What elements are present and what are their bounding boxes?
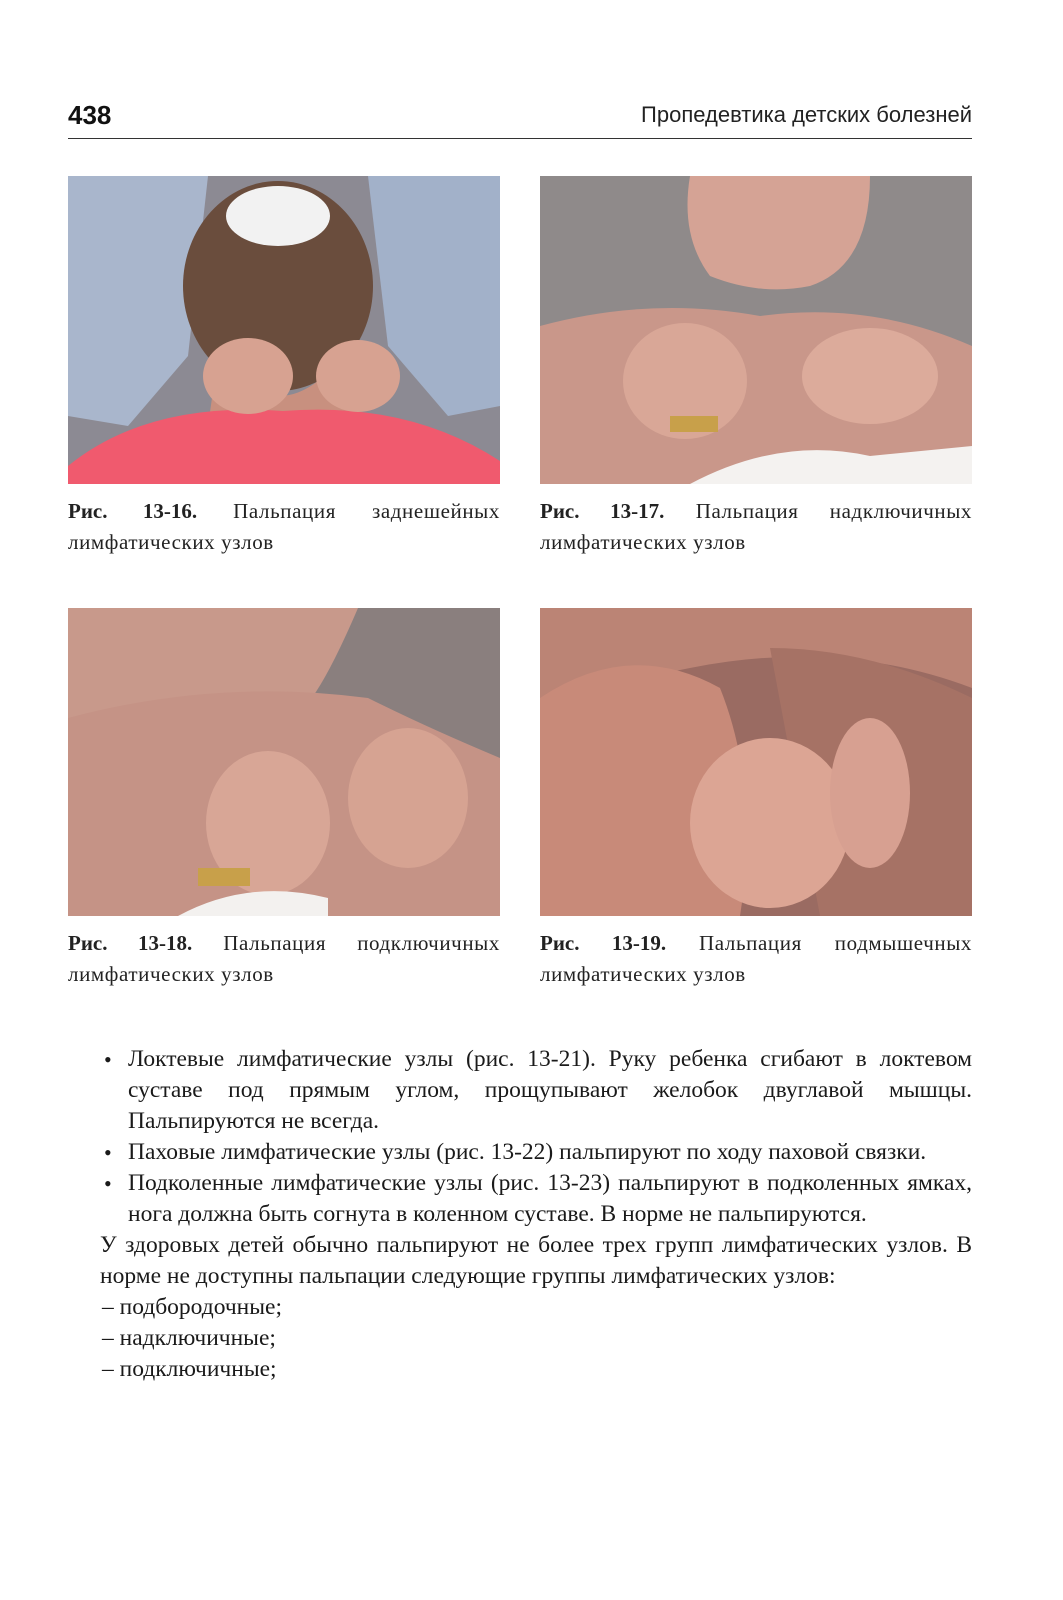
figure-label: Рис. 13-18. — [68, 931, 193, 955]
photo-neck-palpation — [68, 176, 500, 484]
figure-13-16 — [68, 176, 500, 558]
figure-label: Рис. 13-17. — [540, 499, 665, 523]
bullet-item: • Локтевые лимфатические узлы (рис. 13-21). Руку ребенка сгибают в локтевом суставе под прямым углом, прощупывают желобок двуглавой мышцы. Пальпируются не всегда. — [100, 1044, 972, 1137]
page-number: 438 — [68, 100, 112, 130]
photo-supraclavicular-palpation — [540, 176, 972, 484]
running-title: Пропедевтика детских болезней — [641, 102, 972, 127]
figure-13-18 — [68, 608, 500, 990]
figure-caption — [68, 928, 500, 990]
dash-list-item: – подключичные; — [102, 1356, 277, 1382]
figure-caption-text: Пальпация подключичных лимфатических узлов — [68, 931, 500, 986]
figure-caption — [68, 496, 500, 558]
dash-list-item: – надключичные; — [102, 1325, 276, 1351]
figure-label: Рис. 13-19. — [540, 931, 667, 955]
figure-caption — [540, 496, 972, 558]
page-header — [68, 98, 972, 139]
photo-subclavian-palpation — [68, 608, 500, 916]
dash-list-item: – подбородочные; — [102, 1294, 283, 1320]
photo-axillary-palpation — [540, 608, 972, 916]
figure-label: Рис. 13-16. — [68, 499, 198, 523]
figure-caption — [540, 928, 972, 990]
bullet-item: • Паховые лимфатические узлы (рис. 13-22) пальпируют по ходу паховой связки. — [100, 1137, 972, 1168]
figure-caption-text: Пальпация подмышечных лимфатических узлов — [540, 931, 972, 986]
figure-caption-text: Пальпация надключичных лимфатических узлов — [540, 499, 973, 554]
paragraph: У здоровых детей обычно пальпируют не более трех групп лимфатических узлов. В норме не доступны пальпации следующие группы лимфатических узлов: — [100, 1232, 972, 1289]
bullet-item: • Подколенные лимфатические узлы (рис. 13-23) пальпируют в подколенных ямках, нога должна быть согнута в коленном суставе. В норме не пальпируются. — [100, 1168, 972, 1230]
figure-13-17 — [540, 176, 972, 558]
body-text — [100, 1044, 972, 1385]
figure-13-19 — [540, 608, 972, 990]
figure-caption-text: Пальпация заднешейных лимфатических узлов — [68, 499, 500, 554]
